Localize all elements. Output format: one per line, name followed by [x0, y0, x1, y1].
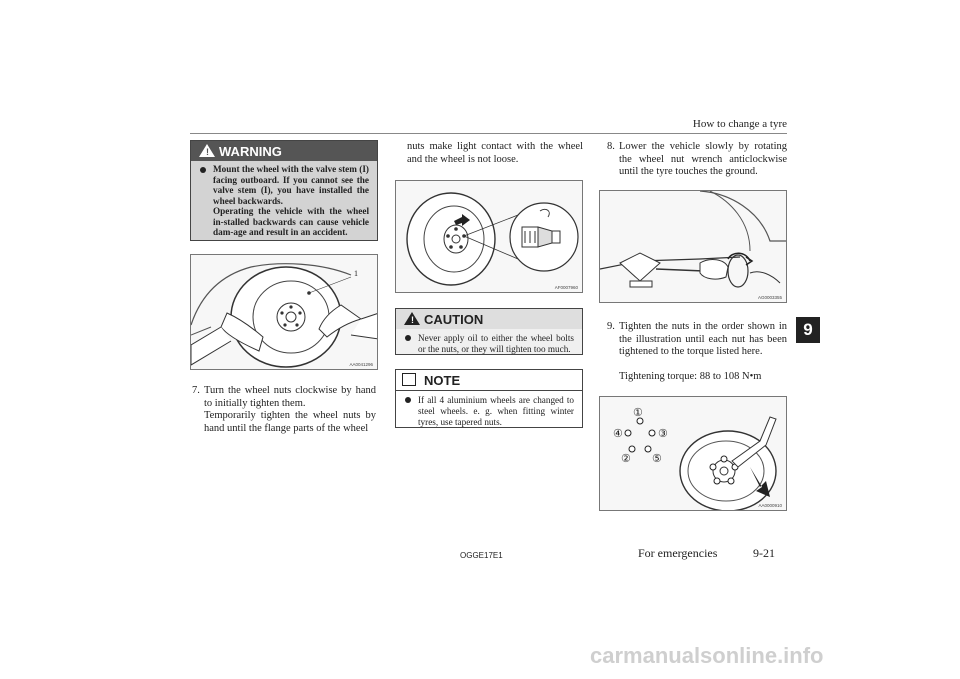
header-rule [190, 133, 787, 134]
note-header [396, 370, 582, 391]
step-8-text: Lower the vehicle slowly by rotating the wheel nut wrench anticlockwise until the tyre touches the ground. [619, 141, 787, 177]
header-title: How to change a tyre [692, 118, 787, 130]
order-label-1: ① [633, 407, 643, 419]
step-9 [607, 321, 787, 383]
caution-icon: ! [404, 312, 420, 325]
figure-lower-jack [599, 190, 787, 303]
step-9-text: Tighten the nuts in the order shown in the illustration until each nut has been tightened to the torque listed here. [619, 321, 787, 357]
note-text: If all 4 aluminium wheels are changed to steel wheels. e. g. when fitting winter tyres, use tapered nuts. [418, 395, 574, 427]
nut-detail-illustration [396, 181, 583, 293]
warning-header [191, 141, 377, 161]
warning-icon: ! [199, 144, 215, 157]
lower-jack-illustration [600, 191, 787, 303]
warning-line-1: Mount the wheel with the valve stem (I) facing outboard. If you cannot see the valve stem (I), you have installed the wheel backwards. [213, 164, 369, 206]
order-label-5: ⑤ [652, 453, 662, 465]
watermark: carmanualsonline.info [590, 643, 824, 668]
step-number: 8. [607, 141, 615, 152]
figure-tightening-order [599, 396, 787, 511]
note-title: NOTE [424, 372, 461, 388]
torque-spec: Tightening torque: 88 to 108 N•m [619, 370, 762, 382]
step-7-text-2: Temporarily tighten the wheel nuts by hand until the flange parts of the wheel [204, 410, 376, 434]
figure-mount-wheel [190, 254, 378, 370]
footer-code: OGGE17E1 [460, 551, 503, 560]
note-icon [402, 373, 416, 386]
caution-title: CAUTION [424, 311, 484, 327]
step-7-continued: nuts make light contact with the wheel and the wheel is not loose. [407, 141, 583, 165]
figure-code: AF0007960 [554, 285, 578, 290]
note-box [395, 369, 583, 428]
step-number: 9. [607, 321, 615, 332]
step-8 [607, 141, 787, 179]
page-number: 9-21 [753, 546, 775, 560]
warning-line-2: Operating the vehicle with the wheel in-stalled backwards can cause vehicle dam-age and result in an accident. [213, 206, 369, 237]
chapter-tab: 9 [796, 317, 820, 343]
figure-code: AG0003355 [757, 295, 782, 300]
caution-text: Never apply oil to either the wheel bolts or the nuts, or they will tighten too much. [418, 333, 574, 354]
step-number: 7. [192, 385, 200, 396]
caution-body [396, 329, 582, 354]
warning-body [191, 161, 377, 240]
caution-box [395, 308, 583, 355]
figure-nut-detail [395, 180, 583, 293]
warning-box [190, 140, 378, 241]
order-label-2: ② [621, 453, 631, 465]
callout-label: 1 [354, 269, 358, 278]
step-7 [192, 385, 376, 435]
step-7-text: Turn the wheel nuts clockwise by hand to initially tighten them. [204, 385, 376, 409]
order-label-4: ④ [613, 428, 623, 440]
mount-wheel-illustration [191, 255, 378, 370]
note-body [396, 391, 582, 432]
order-label-3: ③ [658, 428, 668, 440]
footer-section: For emergencies [638, 546, 718, 560]
figure-code: AA0000910 [758, 503, 782, 508]
bullet-icon [200, 167, 206, 173]
bullet-icon [405, 397, 411, 403]
caution-header [396, 309, 582, 329]
warning-title: WARNING [219, 143, 282, 159]
bullet-icon [405, 335, 411, 341]
figure-code: AA0041296 [349, 362, 373, 367]
